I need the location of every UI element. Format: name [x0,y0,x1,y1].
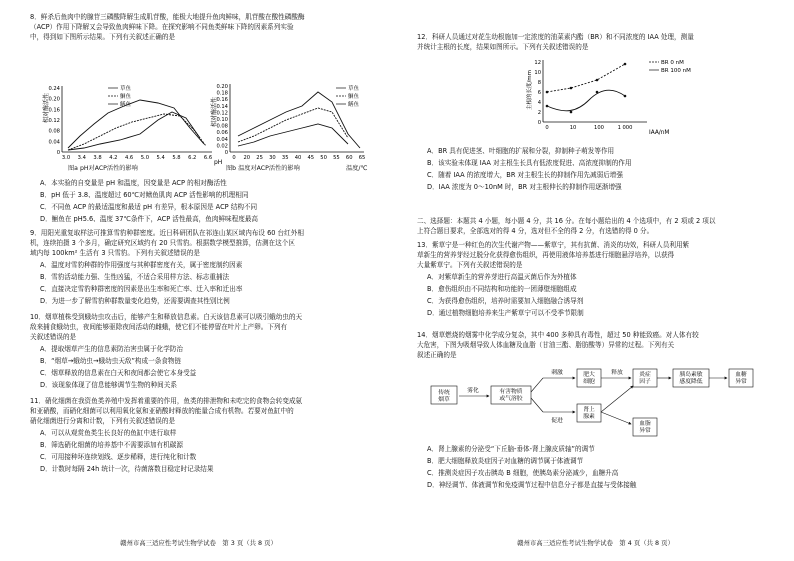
figure-a-xtick: 3.8 [93,155,102,161]
q14-option-a[interactable]: A．肾上腺素的分泌受“下丘脑-垂体-肾上腺皮质轴”的调节 [427,445,595,453]
figure-a-xtick: 3.0 [61,155,71,161]
figure-b-xtick: 50 [320,155,327,161]
q11-option-d[interactable]: D．计数时每隔 24h 统计一次，待菌落数目稳定时记录结果 [40,465,214,473]
q9-option-d[interactable]: D．为进一步了解雪豹种群数量变化趋势，还需要调查其性别比例 [40,297,230,305]
figure-b-caption: 图b 温度对ACP活性的影响 [226,165,300,172]
figure-b-legend [348,84,360,108]
q10-option-c[interactable]: C．烟草释放的信息素在白天和夜间都会使它本身受益 [40,369,197,377]
figure-q12-ytick: 0 [537,120,541,126]
figure-a-ytick: 0.08 [48,128,60,135]
q12-option-d[interactable]: D．IAA 浓度为 0～10nM 时，BR 对主根伸长的抑制作用逐渐增强 [427,183,622,191]
question-8-stem: 8．鲜杀后鱼肉中的腺苷三磷酸降解生成肌苷酸，能极大地提升鱼肉鲜味，肌苷酸在酸性磷酸酶 （ACP）作用下降解又会导致鱼肉鲜味下降。在探究影响不同鱼类鲜味下降的因素系列实验 中，得到如下图所示结果。下列有关叙述正确的是 [30,13,305,42]
question-14-stem: 14．烟草燃烧的烟雾中化学成分复杂，其中 400 多种具有毒性，超过 50 种能致癌。对人体有较 大危害，下图为吸烟导致人体血糖及血脂（甘油三酯、脂肪酸等）异常的过程。下列有关 叙述正确的是 [417,331,699,360]
figure-q12-ytick: 6 [537,90,541,96]
svg-text:鮰鱼: 鮰鱼 [348,94,360,100]
figure-a-ytick: 0.12 [48,118,60,124]
figure-a-xtick: 4.2 [109,155,118,161]
figure-a-xtick: 5.0 [140,155,150,161]
question-13-stem: 13．紫草宁是一种红色的次生代谢产物——紫草宁，其有抗菌、消炎的功效，科研人员利用紫 草新生的营养芽经过脱分化获得愈伤组织，再使用液体培养基进行细胞悬浮培养，以获得 大量紫草宁。下列有关叙述错误的是 [417,241,690,270]
figure-a-xtick: 6.2 [188,155,197,161]
question-10-stem: 10．烟草植株受到蛾幼虫攻击后，能够产生和释放信息素。白天该信息素可以吸引蛾幼虫的天 敌来捕食蛾幼虫，夜间能够驱除夜间活动的雌蛾，使它们不能停留在叶片上产卵。下列有 关叙述错误的是 [30,313,303,342]
figure-q12-xtick: 10 [569,125,577,131]
figure-a-caption: 图a pH对ACP活性的影响 [68,165,138,172]
q8-option-c[interactable]: C．不同鱼 ACP 的最适温度和最适 pH 有差异，根本原因是 ACP 结构不同 [40,203,258,211]
figure-b-xtick: 0 [232,155,236,161]
figure-q12-ytick: 8 [537,80,541,86]
figure-b-ytick: 0.06 [216,130,228,137]
figure-b-ytick: 0.14 [216,103,228,110]
figure-b-xunit: 温度/℃ [346,165,368,172]
q10-option-d[interactable]: D．该现象体现了信息能够调节生物的种间关系 [40,381,177,389]
figure-b-xtick: 60 [345,155,353,161]
figure-a-xtick: 6.6 [203,155,213,161]
figure-q14-diagram [427,364,757,438]
figure-b-ytick: 0 [224,150,228,156]
figure-q12-xunit: IAA/nM [649,130,670,136]
q13-option-b[interactable]: B．愈伤组织由不同结构和功能的一团薄壁细胞组成 [427,285,577,293]
figure-b-xtick: 65 [358,155,366,161]
svg-text:促进: 促进 [551,418,563,424]
q10-option-b[interactable]: B．“烟草→蛾幼虫→蛾幼虫天敌”构成一条食物链 [40,357,182,365]
figure-a-xunit: pH [214,159,223,166]
svg-text:释放: 释放 [611,370,623,376]
figure-b-chart [208,78,388,173]
figure-b-xtick: 55 [333,155,340,161]
figure-a-ytick: 0.04 [48,139,60,146]
svg-text:肾上腺素: 肾上腺素 [583,407,595,420]
figure-q12-ytick: 10 [534,70,541,76]
figure-a-xtick: 3.4 [77,155,86,161]
q8-option-d[interactable]: D．鮰鱼在 pH5.6、温度 37℃条件下，ACP 活性最高，鱼肉鲜味程度最高 [40,215,259,223]
svg-text:有害物质或气溶胶: 有害物质或气溶胶 [499,389,523,402]
exam-page-4 [397,0,794,561]
q11-option-a[interactable]: A．可以从观赏鱼类生长良好的鱼缸中进行取样 [40,429,177,437]
figure-q12-xtick: 100 [594,125,604,131]
figure-b-ylabel: 相对酶活性 [211,96,218,128]
svg-text:鮰鱼: 鮰鱼 [120,94,132,100]
figure-a-ytick: 0.16 [48,107,60,114]
figure-b-ytick: 0.08 [216,123,228,130]
figure-a-ytick: 0.20 [48,96,60,103]
q12-option-a[interactable]: A．BR 具有促进茎、叶细胞的扩展和分裂，抑制种子萌发等作用 [427,147,615,155]
q11-option-b[interactable]: B．筛选硝化细菌的培养基中不需要添加有机碳源 [40,441,183,449]
svg-text:草鱼: 草鱼 [120,86,132,92]
figure-b-xtick: 40 [294,155,302,161]
figure-b-xtick: 35 [281,155,289,161]
figure-q12-chart [507,56,707,140]
figure-a-xtick: 5.4 [156,155,165,161]
svg-text:血糖异常: 血糖异常 [735,372,747,385]
figure-q12-ytick: 4 [537,100,541,106]
svg-text:BR 100 nM: BR 100 nM [661,68,691,74]
page-3-footer: 赣州市高三适应性考试生物学试卷 第 3 页（共 8 页） [120,539,277,547]
q10-option-a[interactable]: A．提取烟草产生的信息素防治害虫属于化学防治 [40,345,183,353]
svg-text:草鱼: 草鱼 [348,86,360,92]
q9-option-b[interactable]: B．雪豹活动能力强、生性凶猛，不适合采用样方法、标志重捕法 [40,273,230,281]
svg-text:鳝鱼: 鳝鱼 [120,102,132,108]
figure-b-xtick: 30 [269,155,276,161]
q8-option-b[interactable]: B．pH 低于 3.8、温度超过 60℃对鳝鱼肌肉 ACP 活性影响的机理相同 [40,191,249,199]
figure-q12-ylabel: 主根的长度/mm [527,69,533,111]
q9-option-a[interactable]: A．温度对雪豹种群的作用强度与其种群密度有关，属于密度制约因素 [40,261,243,269]
figure-a-legend [120,84,132,108]
svg-text:BR 0 nM: BR 0 nM [661,60,684,66]
svg-text:肥大细胞: 肥大细胞 [583,372,595,385]
figure-b-ytick: 0.04 [216,136,228,143]
question-11-stem: 11．硝化细菌在我资鱼类养殖中发挥着重要的作用，鱼类的排泄物和未吃完的食物会转变成氨 和亚硝酸，而硝化细菌可以利用氧化氨和亚硝酸时释放的能量合成有机物。若要对鱼缸中的 硝化细菌进行分离和计数，下列有关叙述错误的是 [30,397,303,426]
figure-b-ytick: 0.02 [216,143,228,150]
q12-option-c[interactable]: C．随着 IAA 的浓度增大，BR 对主根生长的抑制作用先减弱后增强 [427,171,623,179]
figure-b-ytick: 0.10 [216,117,228,123]
svg-text:胰岛素敏感度降低: 胰岛素敏感度降低 [679,372,703,385]
q13-option-a[interactable]: A．对紫草新生的营养芽进行高温灭菌后作为外植体 [427,273,577,281]
figure-q12-legend [661,60,691,74]
figure-b-xtick: 20 [243,155,251,161]
svg-text:血脂异常: 血脂异常 [639,421,651,434]
q14-option-c[interactable]: C．推测炎症因子攻击胰岛 B 细胞，使胰岛素分泌减少，血糖升高 [427,469,619,477]
figure-a-ytick: 0.24 [48,86,60,92]
svg-text:炎症因子: 炎症因子 [639,372,651,385]
figure-a-ytick: 0 [56,150,60,156]
q11-option-c[interactable]: C．可用接种环连续划线、逐步稀释，进行纯化和计数 [40,453,197,461]
q14-option-d[interactable]: D．神经调节、体液调节和免疫调节过程中信息分子都是直接与受体接触 [427,481,637,489]
q14-option-b[interactable]: B．肥大细胞释放炎症因子对血糖的调节属于体液调节 [427,457,584,465]
figure-a-xtick: 5.8 [172,155,181,161]
page-4-footer: 赣州市高三适应性考试生物学试卷 第 4 页（共 8 页） [517,539,674,547]
q13-option-d[interactable]: D．通过植物细胞培养来生产紫草宁可以不受季节限制 [427,309,584,317]
figure-q12-xtick: 0 [545,125,549,131]
figure-b-ytick: 0.12 [216,110,228,117]
q13-option-c[interactable]: C．为获得愈伤组织，培养时需要加入细胞融合诱导剂 [427,297,584,305]
figure-b-ytick: 0.18 [216,90,228,97]
figure-q12-xtick: 1 000 [617,125,633,131]
section-2-header: 二、选择题：本题共 4 小题，每小题 4 分，共 16 分。在每小题给出的 4 个选项中，有 2 项或 2 项以 上符合题目要求，全部选对的得 4 分，选对但不全的得 2 分，有选错的得 0 分。 [417,217,716,236]
question-9-stem: 9．用阳光重复取样法可推算雪豹种群密度。近日科研团队在祁连山某区域内布设 60 台红外相 机，连续拍摄 3 个多月，确定研究区域约有 20 只雪豹。根据数学模型推算，估测在这个区 域内每 100km² 生活有 3 只雪豹。下列有关叙述错误的是 [30,229,304,258]
figure-b-xtick: 45 [307,155,315,161]
diagram-source: 传统烟草 [438,390,450,403]
figure-q12-ytick: 12 [534,60,541,66]
svg-text:鳝鱼: 鳝鱼 [348,102,360,108]
figure-a-ylabel: 相对酶活性 [43,92,50,124]
q9-option-c[interactable]: C．直接决定雪豹种群密度的因素是出生率和死亡率、迁入率和迁出率 [40,285,243,293]
q12-option-b[interactable]: B．该实验未体现 IAA 对主根生长具有低浓度促进、高浓度抑制的作用 [427,159,632,167]
figure-b-xtick: 25 [256,155,263,161]
figure-b-ytick: 0.16 [216,97,228,104]
svg-text:刺激: 刺激 [551,370,563,376]
figure-a-xtick: 4.6 [124,155,134,161]
figure-b-ytick: 0.20 [216,84,228,90]
q8-option-a[interactable]: A．本实验的自变量是 pH 和温度，因变量是 ACP 的相对酶活性 [40,179,227,187]
svg-text:雾化: 雾化 [467,388,479,394]
figure-q12-ytick: 2 [537,110,541,116]
question-12-stem: 12．科研人员通过对花生幼根施加一定浓度的油菜素内酯（BR）和不同浓度的 IAA 处理，测量 并统计主根的长度，结果如图所示。下列有关叙述错误的是 [417,33,694,52]
